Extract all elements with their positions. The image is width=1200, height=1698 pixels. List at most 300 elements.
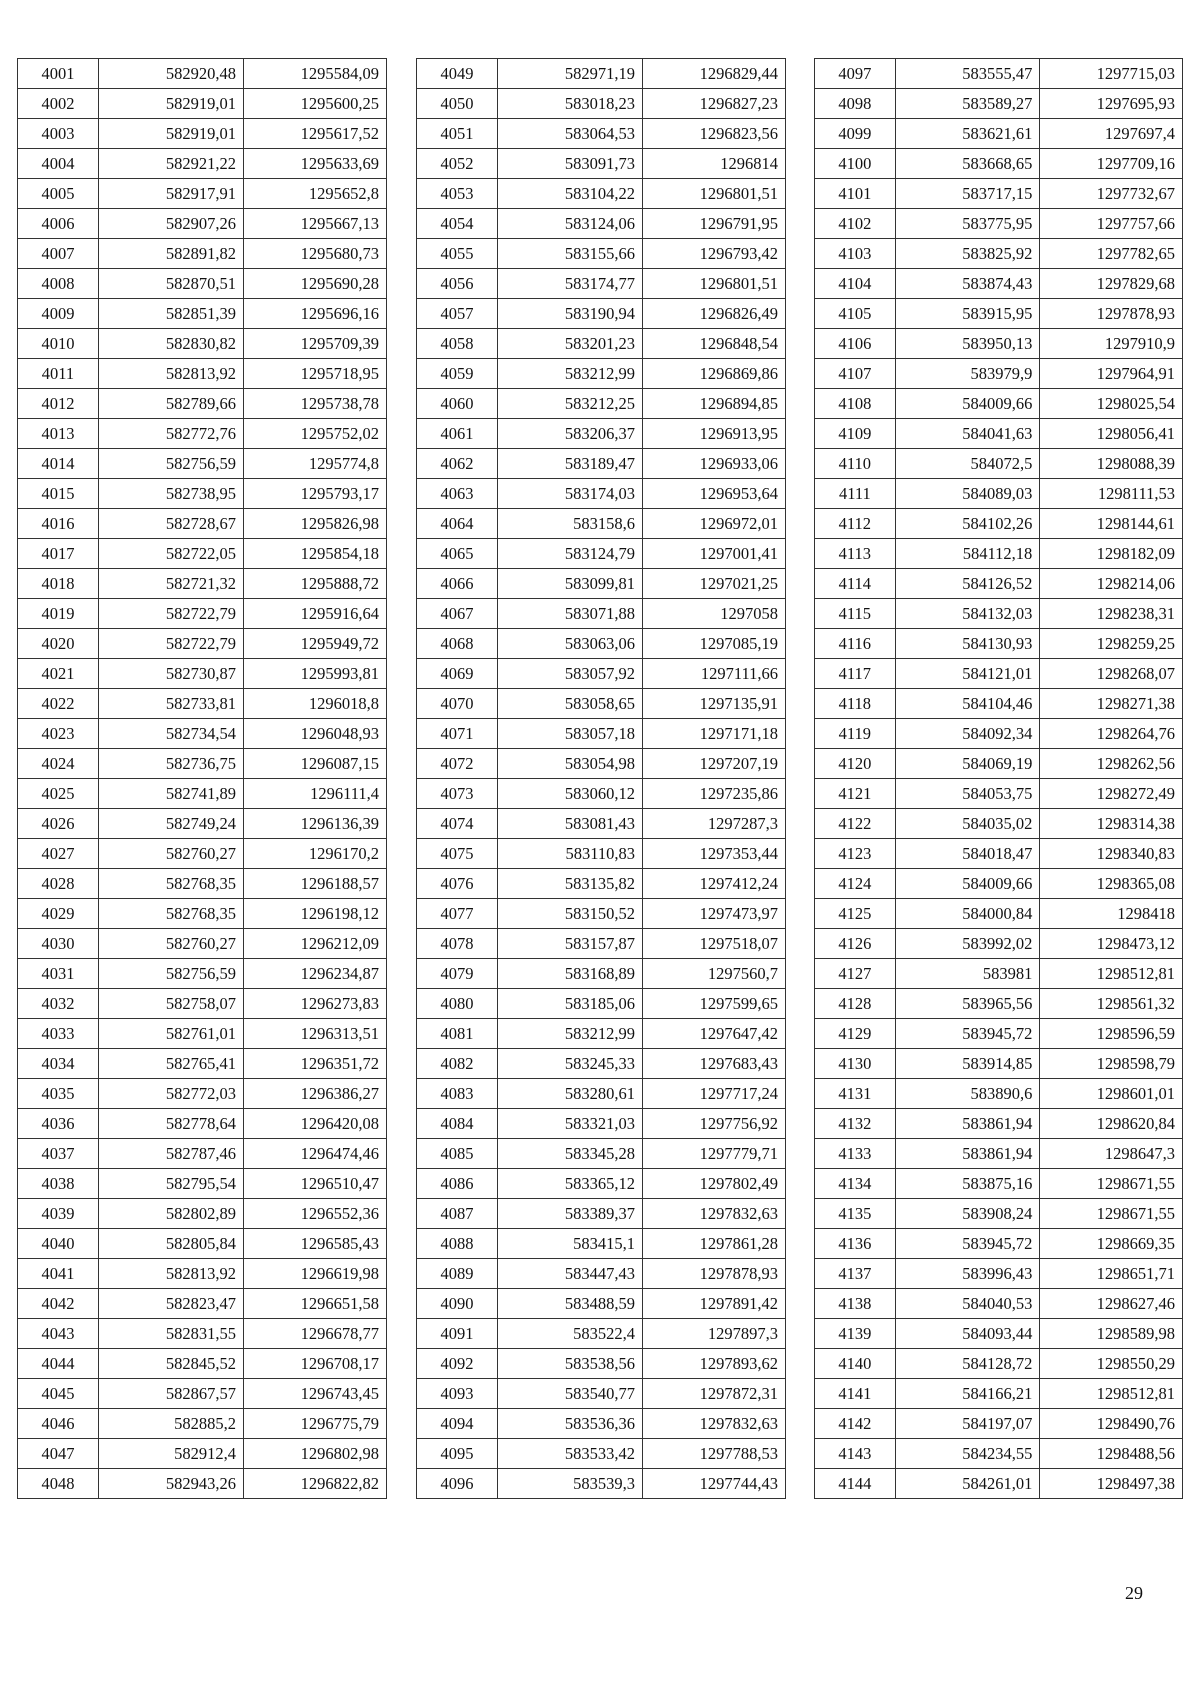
y-coordinate-cell: 1296972,01 (643, 509, 786, 539)
x-coordinate-cell: 583536,36 (498, 1409, 643, 1439)
x-coordinate-cell: 583081,43 (498, 809, 643, 839)
point-number-cell: 4127 (815, 959, 896, 989)
y-coordinate-cell: 1297732,67 (1040, 179, 1183, 209)
table-row (417, 569, 786, 599)
point-number-cell: 4025 (18, 779, 99, 809)
table-row (417, 539, 786, 569)
x-coordinate-cell: 583135,82 (498, 869, 643, 899)
table-row (417, 269, 786, 299)
table-row (815, 929, 1183, 959)
x-coordinate-cell: 583099,81 (498, 569, 643, 599)
x-coordinate-cell: 582736,75 (99, 749, 244, 779)
table-row (417, 1409, 786, 1439)
x-coordinate-cell: 583150,52 (498, 899, 643, 929)
x-coordinate-cell: 582845,52 (99, 1349, 244, 1379)
y-coordinate-cell: 1297021,25 (643, 569, 786, 599)
point-number-cell: 4056 (417, 269, 498, 299)
table-row (417, 1319, 786, 1349)
y-coordinate-cell: 1295738,78 (244, 389, 387, 419)
point-number-cell: 4029 (18, 899, 99, 929)
table-row (18, 179, 387, 209)
y-coordinate-cell: 1295774,8 (244, 449, 387, 479)
point-number-cell: 4052 (417, 149, 498, 179)
table-row (815, 629, 1183, 659)
table-row (18, 929, 387, 959)
x-coordinate-cell: 584128,72 (895, 1349, 1040, 1379)
y-coordinate-cell: 1296018,8 (244, 689, 387, 719)
point-number-cell: 4036 (18, 1109, 99, 1139)
table-row (18, 1169, 387, 1199)
table-row (417, 1109, 786, 1139)
x-coordinate-cell: 582749,24 (99, 809, 244, 839)
table-row (417, 419, 786, 449)
y-coordinate-cell: 1297744,43 (643, 1469, 786, 1499)
y-coordinate-cell: 1295949,72 (244, 629, 387, 659)
y-coordinate-cell: 1295916,64 (244, 599, 387, 629)
table-row (815, 1349, 1183, 1379)
y-coordinate-cell: 1298268,07 (1040, 659, 1183, 689)
table-row (815, 659, 1183, 689)
point-number-cell: 4124 (815, 869, 896, 899)
point-number-cell: 4070 (417, 689, 498, 719)
table-row (815, 1139, 1183, 1169)
table-row (18, 479, 387, 509)
x-coordinate-cell: 584040,53 (895, 1289, 1040, 1319)
x-coordinate-cell: 582768,35 (99, 869, 244, 899)
table-row (18, 689, 387, 719)
x-coordinate-cell: 584053,75 (895, 779, 1040, 809)
y-coordinate-cell: 1298490,76 (1040, 1409, 1183, 1439)
y-coordinate-cell: 1297518,07 (643, 929, 786, 959)
x-coordinate-cell: 582760,27 (99, 839, 244, 869)
table-row (815, 239, 1183, 269)
table-row (417, 179, 786, 209)
point-number-cell: 4024 (18, 749, 99, 779)
point-number-cell: 4072 (417, 749, 498, 779)
x-coordinate-cell: 582795,54 (99, 1169, 244, 1199)
y-coordinate-cell: 1295696,16 (244, 299, 387, 329)
x-coordinate-cell: 582756,59 (99, 959, 244, 989)
x-coordinate-cell: 582730,87 (99, 659, 244, 689)
table-row (815, 1289, 1183, 1319)
x-coordinate-cell: 582921,22 (99, 149, 244, 179)
y-coordinate-cell: 1296775,79 (244, 1409, 387, 1439)
y-coordinate-cell: 1298088,39 (1040, 449, 1183, 479)
y-coordinate-cell: 1295667,13 (244, 209, 387, 239)
y-coordinate-cell: 1295652,8 (244, 179, 387, 209)
y-coordinate-cell: 1297135,91 (643, 689, 786, 719)
point-number-cell: 4117 (815, 659, 896, 689)
y-coordinate-cell: 1296823,56 (643, 119, 786, 149)
y-coordinate-cell: 1297802,49 (643, 1169, 786, 1199)
table-row (18, 659, 387, 689)
table-row (417, 359, 786, 389)
table-row (18, 269, 387, 299)
point-number-cell: 4088 (417, 1229, 498, 1259)
x-coordinate-cell: 583717,15 (895, 179, 1040, 209)
point-number-cell: 4043 (18, 1319, 99, 1349)
point-number-cell: 4066 (417, 569, 498, 599)
point-number-cell: 4078 (417, 929, 498, 959)
x-coordinate-cell: 583533,42 (498, 1439, 643, 1469)
table-row (417, 59, 786, 89)
y-coordinate-cell: 1298238,31 (1040, 599, 1183, 629)
y-coordinate-cell: 1295690,28 (244, 269, 387, 299)
x-coordinate-cell: 583389,37 (498, 1199, 643, 1229)
table-row (815, 269, 1183, 299)
point-number-cell: 4034 (18, 1049, 99, 1079)
point-number-cell: 4003 (18, 119, 99, 149)
point-number-cell: 4079 (417, 959, 498, 989)
x-coordinate-cell: 583621,61 (895, 119, 1040, 149)
point-number-cell: 4049 (417, 59, 498, 89)
y-coordinate-cell: 1297715,03 (1040, 59, 1183, 89)
x-coordinate-cell: 583861,94 (895, 1139, 1040, 1169)
x-coordinate-cell: 583981 (895, 959, 1040, 989)
table-row (815, 1169, 1183, 1199)
x-coordinate-cell: 583190,94 (498, 299, 643, 329)
y-coordinate-cell: 1296793,42 (643, 239, 786, 269)
x-coordinate-cell: 582912,4 (99, 1439, 244, 1469)
y-coordinate-cell: 1297717,24 (643, 1079, 786, 1109)
x-coordinate-cell: 583091,73 (498, 149, 643, 179)
x-coordinate-cell: 582851,39 (99, 299, 244, 329)
table-row (18, 1079, 387, 1109)
y-coordinate-cell: 1298512,81 (1040, 1379, 1183, 1409)
point-number-cell: 4019 (18, 599, 99, 629)
x-coordinate-cell: 583488,59 (498, 1289, 643, 1319)
point-number-cell: 4093 (417, 1379, 498, 1409)
y-coordinate-cell: 1298601,01 (1040, 1079, 1183, 1109)
x-coordinate-cell: 583321,03 (498, 1109, 643, 1139)
y-coordinate-cell: 1295993,81 (244, 659, 387, 689)
x-coordinate-cell: 582738,95 (99, 479, 244, 509)
x-coordinate-cell: 583365,12 (498, 1169, 643, 1199)
y-coordinate-cell: 1297560,7 (643, 959, 786, 989)
x-coordinate-cell: 583890,6 (895, 1079, 1040, 1109)
table-row (417, 1049, 786, 1079)
y-coordinate-cell: 1296552,36 (244, 1199, 387, 1229)
table-row (417, 809, 786, 839)
point-number-cell: 4054 (417, 209, 498, 239)
x-coordinate-cell: 584035,02 (895, 809, 1040, 839)
x-coordinate-cell: 583158,6 (498, 509, 643, 539)
table-row (18, 449, 387, 479)
table-row (417, 989, 786, 1019)
x-coordinate-cell: 584041,63 (895, 419, 1040, 449)
y-coordinate-cell: 1297412,24 (643, 869, 786, 899)
point-number-cell: 4073 (417, 779, 498, 809)
y-coordinate-cell: 1297788,53 (643, 1439, 786, 1469)
point-number-cell: 4047 (18, 1439, 99, 1469)
table-row (815, 1199, 1183, 1229)
point-number-cell: 4097 (815, 59, 896, 89)
x-coordinate-cell: 583538,56 (498, 1349, 643, 1379)
y-coordinate-cell: 1296678,77 (244, 1319, 387, 1349)
table-row (417, 839, 786, 869)
table-row (18, 539, 387, 569)
table-row (18, 1139, 387, 1169)
y-coordinate-cell: 1296234,87 (244, 959, 387, 989)
table-row (417, 1199, 786, 1229)
coordinate-table-body (417, 59, 786, 1499)
y-coordinate-cell: 1297872,31 (643, 1379, 786, 1409)
table-row (18, 629, 387, 659)
x-coordinate-cell: 583522,4 (498, 1319, 643, 1349)
point-number-cell: 4063 (417, 479, 498, 509)
point-number-cell: 4133 (815, 1139, 896, 1169)
x-coordinate-cell: 584093,44 (895, 1319, 1040, 1349)
table-row (18, 239, 387, 269)
y-coordinate-cell: 1297832,63 (643, 1409, 786, 1439)
point-number-cell: 4032 (18, 989, 99, 1019)
table-row (18, 1049, 387, 1079)
y-coordinate-cell: 1298651,71 (1040, 1259, 1183, 1289)
y-coordinate-cell: 1297695,93 (1040, 89, 1183, 119)
point-number-cell: 4041 (18, 1259, 99, 1289)
point-number-cell: 4076 (417, 869, 498, 899)
x-coordinate-cell: 583915,95 (895, 299, 1040, 329)
y-coordinate-cell: 1297829,68 (1040, 269, 1183, 299)
point-number-cell: 4020 (18, 629, 99, 659)
y-coordinate-cell: 1298671,55 (1040, 1199, 1183, 1229)
y-coordinate-cell: 1296474,46 (244, 1139, 387, 1169)
table-row (417, 509, 786, 539)
point-number-cell: 4017 (18, 539, 99, 569)
y-coordinate-cell: 1298365,08 (1040, 869, 1183, 899)
point-number-cell: 4028 (18, 869, 99, 899)
point-number-cell: 4103 (815, 239, 896, 269)
table-row (18, 359, 387, 389)
y-coordinate-cell: 1296933,06 (643, 449, 786, 479)
y-coordinate-cell: 1295793,17 (244, 479, 387, 509)
point-number-cell: 4099 (815, 119, 896, 149)
coordinate-table-3 (814, 58, 1183, 1499)
table-row (417, 329, 786, 359)
point-number-cell: 4102 (815, 209, 896, 239)
x-coordinate-cell: 582823,47 (99, 1289, 244, 1319)
y-coordinate-cell: 1295680,73 (244, 239, 387, 269)
y-coordinate-cell: 1297235,86 (643, 779, 786, 809)
point-number-cell: 4065 (417, 539, 498, 569)
y-coordinate-cell: 1298550,29 (1040, 1349, 1183, 1379)
table-row (417, 749, 786, 779)
y-coordinate-cell: 1298056,41 (1040, 419, 1183, 449)
y-coordinate-cell: 1296791,95 (643, 209, 786, 239)
table-row (18, 329, 387, 359)
point-number-cell: 4121 (815, 779, 896, 809)
point-number-cell: 4059 (417, 359, 498, 389)
x-coordinate-cell: 584234,55 (895, 1439, 1040, 1469)
point-number-cell: 4090 (417, 1289, 498, 1319)
table-row (417, 1439, 786, 1469)
x-coordinate-cell: 582789,66 (99, 389, 244, 419)
y-coordinate-cell: 1297891,42 (643, 1289, 786, 1319)
point-number-cell: 4123 (815, 839, 896, 869)
y-coordinate-cell: 1296198,12 (244, 899, 387, 929)
y-coordinate-cell: 1297757,66 (1040, 209, 1183, 239)
y-coordinate-cell: 1297964,91 (1040, 359, 1183, 389)
point-number-cell: 4027 (18, 839, 99, 869)
y-coordinate-cell: 1298497,38 (1040, 1469, 1183, 1499)
point-number-cell: 4010 (18, 329, 99, 359)
y-coordinate-cell: 1297473,97 (643, 899, 786, 929)
y-coordinate-cell: 1295633,69 (244, 149, 387, 179)
x-coordinate-cell: 583212,99 (498, 1019, 643, 1049)
point-number-cell: 4108 (815, 389, 896, 419)
table-row (815, 599, 1183, 629)
x-coordinate-cell: 583157,87 (498, 929, 643, 959)
x-coordinate-cell: 582813,92 (99, 1259, 244, 1289)
point-number-cell: 4051 (417, 119, 498, 149)
x-coordinate-cell: 583057,18 (498, 719, 643, 749)
point-number-cell: 4064 (417, 509, 498, 539)
y-coordinate-cell: 1297756,92 (643, 1109, 786, 1139)
table-row (815, 539, 1183, 569)
point-number-cell: 4138 (815, 1289, 896, 1319)
point-number-cell: 4013 (18, 419, 99, 449)
point-number-cell: 4016 (18, 509, 99, 539)
point-number-cell: 4067 (417, 599, 498, 629)
table-row (815, 1259, 1183, 1289)
x-coordinate-cell: 583945,72 (895, 1229, 1040, 1259)
point-number-cell: 4004 (18, 149, 99, 179)
point-number-cell: 4042 (18, 1289, 99, 1319)
point-number-cell: 4071 (417, 719, 498, 749)
table-row (18, 989, 387, 1019)
y-coordinate-cell: 1296826,49 (643, 299, 786, 329)
table-row (815, 1469, 1183, 1499)
table-row (815, 869, 1183, 899)
y-coordinate-cell: 1298627,46 (1040, 1289, 1183, 1319)
point-number-cell: 4002 (18, 89, 99, 119)
y-coordinate-cell: 1296708,17 (244, 1349, 387, 1379)
table-row (815, 899, 1183, 929)
coordinate-table-2 (416, 58, 786, 1499)
x-coordinate-cell: 582802,89 (99, 1199, 244, 1229)
y-coordinate-cell: 1296848,54 (643, 329, 786, 359)
x-coordinate-cell: 583071,88 (498, 599, 643, 629)
point-number-cell: 4014 (18, 449, 99, 479)
table-row (18, 779, 387, 809)
y-coordinate-cell: 1296351,72 (244, 1049, 387, 1079)
table-row (815, 389, 1183, 419)
y-coordinate-cell: 1295826,98 (244, 509, 387, 539)
x-coordinate-cell: 584166,21 (895, 1379, 1040, 1409)
coordinate-table-body (815, 59, 1183, 1499)
table-row (417, 899, 786, 929)
point-number-cell: 4143 (815, 1439, 896, 1469)
x-coordinate-cell: 583589,27 (895, 89, 1040, 119)
x-coordinate-cell: 584104,46 (895, 689, 1040, 719)
point-number-cell: 4142 (815, 1409, 896, 1439)
point-number-cell: 4050 (417, 89, 498, 119)
table-row (18, 959, 387, 989)
point-number-cell: 4031 (18, 959, 99, 989)
table-row (815, 149, 1183, 179)
x-coordinate-cell: 582728,67 (99, 509, 244, 539)
point-number-cell: 4058 (417, 329, 498, 359)
point-number-cell: 4035 (18, 1079, 99, 1109)
point-number-cell: 4086 (417, 1169, 498, 1199)
x-coordinate-cell: 584197,07 (895, 1409, 1040, 1439)
y-coordinate-cell: 1296802,98 (244, 1439, 387, 1469)
table-row (815, 689, 1183, 719)
point-number-cell: 4135 (815, 1199, 896, 1229)
y-coordinate-cell: 1297647,42 (643, 1019, 786, 1049)
x-coordinate-cell: 583539,3 (498, 1469, 643, 1499)
x-coordinate-cell: 583540,77 (498, 1379, 643, 1409)
point-number-cell: 4106 (815, 329, 896, 359)
point-number-cell: 4113 (815, 539, 896, 569)
y-coordinate-cell: 1297058 (643, 599, 786, 629)
table-row (18, 1469, 387, 1499)
y-coordinate-cell: 1298598,79 (1040, 1049, 1183, 1079)
table-row (815, 179, 1183, 209)
table-row (18, 1199, 387, 1229)
y-coordinate-cell: 1297709,16 (1040, 149, 1183, 179)
x-coordinate-cell: 584112,18 (895, 539, 1040, 569)
y-coordinate-cell: 1298561,32 (1040, 989, 1183, 1019)
table-row (417, 479, 786, 509)
y-coordinate-cell: 1296829,44 (643, 59, 786, 89)
y-coordinate-cell: 1297085,19 (643, 629, 786, 659)
y-coordinate-cell: 1297897,3 (643, 1319, 786, 1349)
point-number-cell: 4048 (18, 1469, 99, 1499)
point-number-cell: 4037 (18, 1139, 99, 1169)
y-coordinate-cell: 1296313,51 (244, 1019, 387, 1049)
table-row (815, 329, 1183, 359)
y-coordinate-cell: 1296827,23 (643, 89, 786, 119)
x-coordinate-cell: 583212,25 (498, 389, 643, 419)
y-coordinate-cell: 1297171,18 (643, 719, 786, 749)
x-coordinate-cell: 583775,95 (895, 209, 1040, 239)
y-coordinate-cell: 1297111,66 (643, 659, 786, 689)
table-row (18, 1439, 387, 1469)
x-coordinate-cell: 583063,06 (498, 629, 643, 659)
table-row (18, 809, 387, 839)
point-number-cell: 4098 (815, 89, 896, 119)
y-coordinate-cell: 1296111,4 (244, 779, 387, 809)
table-row (18, 389, 387, 419)
y-coordinate-cell: 1296170,2 (244, 839, 387, 869)
point-number-cell: 4075 (417, 839, 498, 869)
x-coordinate-cell: 583185,06 (498, 989, 643, 1019)
table-row (815, 1319, 1183, 1349)
x-coordinate-cell: 584102,26 (895, 509, 1040, 539)
table-row (815, 779, 1183, 809)
y-coordinate-cell: 1298259,25 (1040, 629, 1183, 659)
x-coordinate-cell: 582885,2 (99, 1409, 244, 1439)
x-coordinate-cell: 582813,92 (99, 359, 244, 389)
point-number-cell: 4132 (815, 1109, 896, 1139)
y-coordinate-cell: 1297599,65 (643, 989, 786, 1019)
y-coordinate-cell: 1298025,54 (1040, 389, 1183, 419)
y-coordinate-cell: 1297001,41 (643, 539, 786, 569)
table-row (417, 1169, 786, 1199)
y-coordinate-cell: 1298596,59 (1040, 1019, 1183, 1049)
y-coordinate-cell: 1296801,51 (643, 179, 786, 209)
point-number-cell: 4136 (815, 1229, 896, 1259)
point-number-cell: 4110 (815, 449, 896, 479)
point-number-cell: 4074 (417, 809, 498, 839)
table-row (18, 599, 387, 629)
x-coordinate-cell: 582722,05 (99, 539, 244, 569)
table-row (815, 509, 1183, 539)
x-coordinate-cell: 583110,83 (498, 839, 643, 869)
point-number-cell: 4053 (417, 179, 498, 209)
table-row (815, 479, 1183, 509)
